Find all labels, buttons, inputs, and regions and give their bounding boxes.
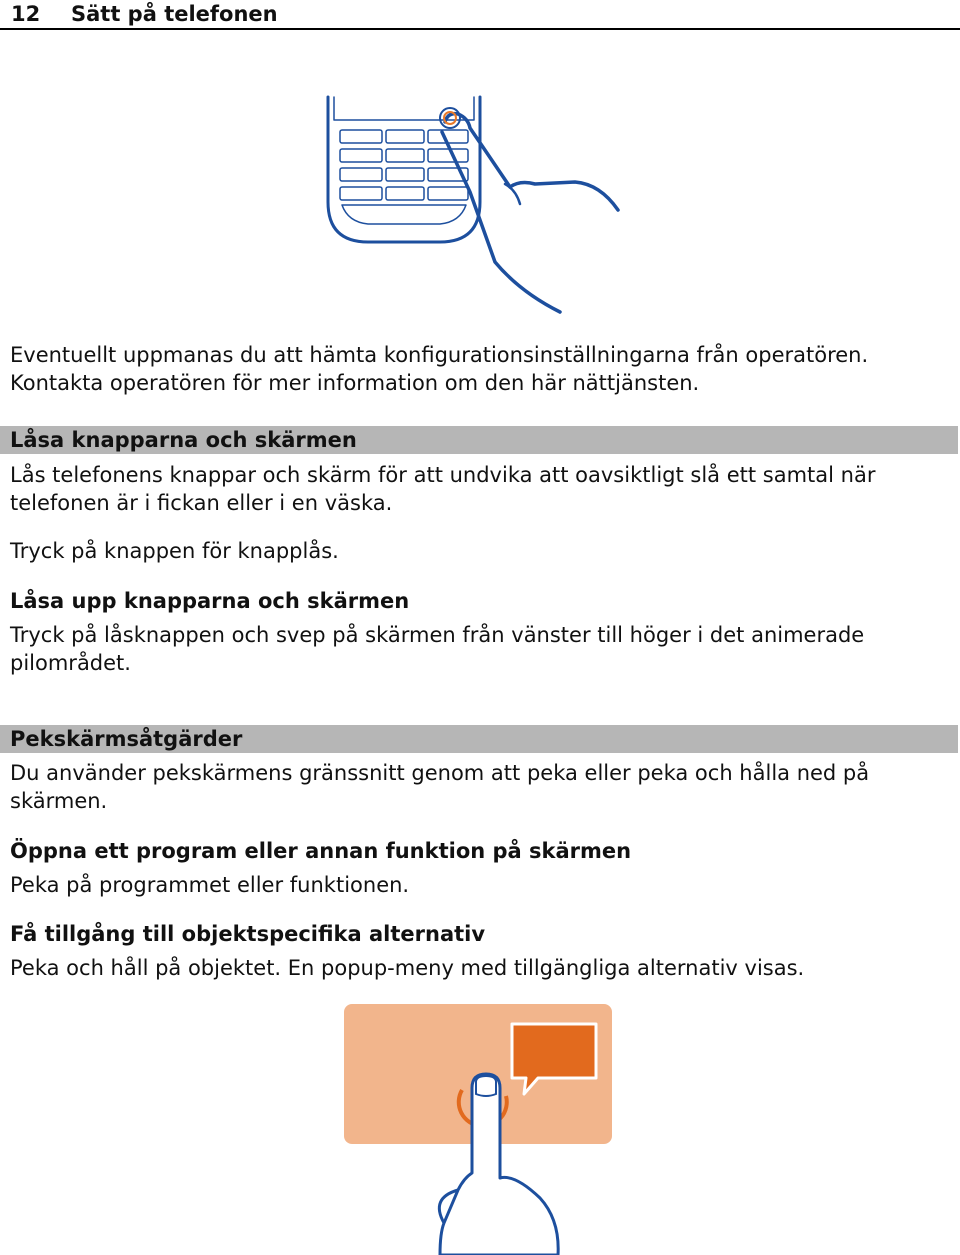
- lock-paragraph-line-1: Lås telefonens knappar och skärm för att undvika att oavsiktligt slå ett samtal när: [10, 463, 876, 487]
- open-app-text: Peka på programmet eller funktionen.: [10, 873, 410, 897]
- intro-line-2: Kontakta operatören för mer information om den här nättjänsten.: [10, 371, 700, 395]
- subheading-options: Få tillgång till objektspecifika alternativ: [10, 922, 486, 946]
- lock-instruction: Tryck på knappen för knapplås.: [10, 539, 339, 563]
- options-text: Peka och håll på objektet. En popup-meny med tillgängliga alternativ visas.: [10, 956, 805, 980]
- chapter-title: Sätt på telefonen: [71, 2, 278, 26]
- touch-line-2: skärmen.: [10, 789, 108, 813]
- intro-line-1: Eventuellt uppmanas du att hämta konfigurationsinställningarna från operatören.: [10, 343, 869, 367]
- section-heading-lock: Låsa knapparna och skärmen: [0, 426, 958, 454]
- tap-hold-illustration: [340, 998, 620, 1255]
- touch-line-1: Du använder pekskärmens gränssnitt genom att peka eller peka och hålla ned på: [10, 761, 870, 785]
- subheading-open-app: Öppna ett program eller annan funktion på skärmen: [10, 839, 632, 863]
- page-number: 12: [11, 2, 41, 26]
- subheading-unlock: Låsa upp knapparna och skärmen: [10, 589, 410, 613]
- unlock-line-2: pilområdet.: [10, 651, 131, 675]
- page-header: [0, 0, 960, 30]
- lock-paragraph-line-2: telefonen är i fickan eller i en väska.: [10, 491, 393, 515]
- phone-keypad-illustration: [320, 92, 630, 317]
- unlock-line-1: Tryck på låsknappen och svep på skärmen från vänster till höger i det animerade: [10, 623, 865, 647]
- section-heading-touch: Pekskärmsåtgärder: [0, 725, 958, 753]
